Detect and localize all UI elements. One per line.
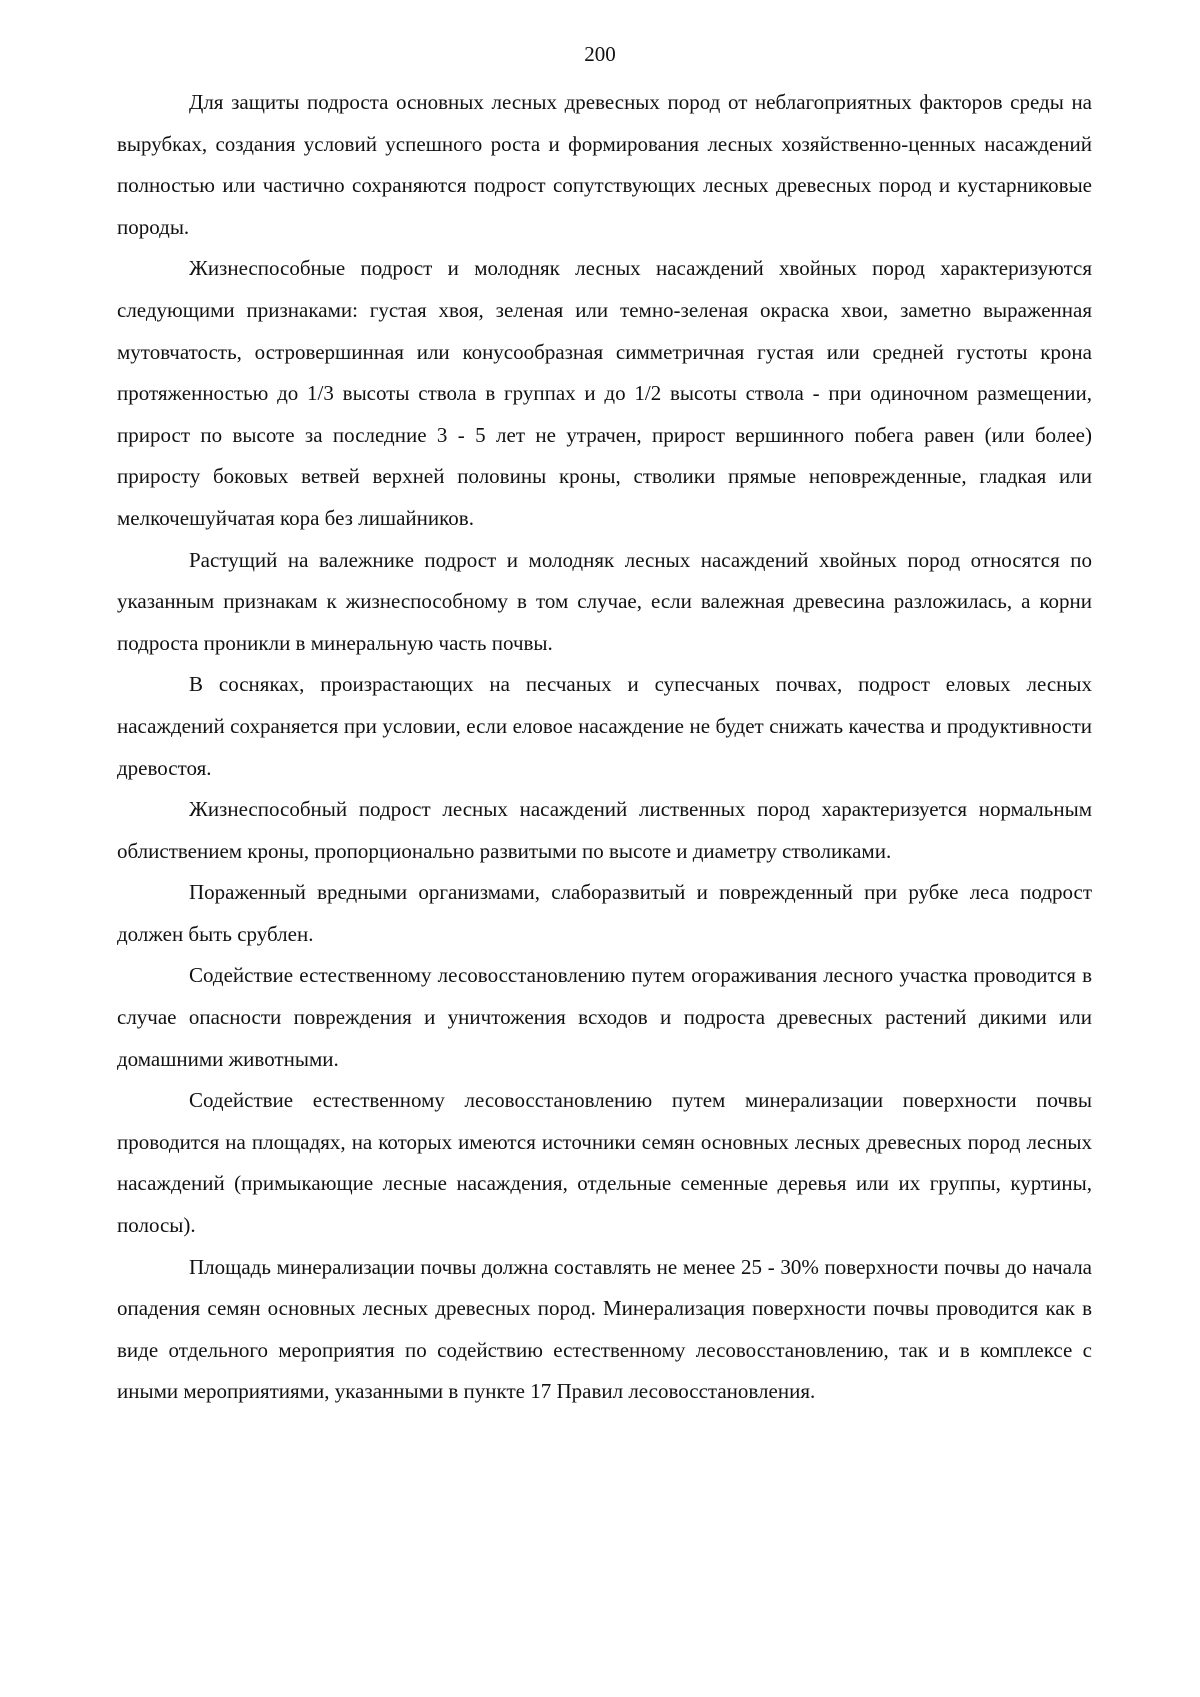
paragraph-soil-mineralization: Содействие естественному лесовосстановлению путем минерализации поверхности почвы проводится на площадях, на которых имеются источники семян основных лесных древесных пород лесных насаждений (примыкающие лесные насаждения, отдельные семенные деревья или их группы, куртины, полосы). bbox=[117, 1088, 1092, 1238]
document-body bbox=[117, 82, 1092, 1413]
paragraph-deadwood-growth: Растущий на валежнике подрост и молодняк лесных насаждений хвойных пород относятся по указанным признакам к жизнеспособному в том случае, если валежная древесина разложилась, а корни подроста проникли в минеральную часть почвы. bbox=[117, 547, 1092, 655]
paragraph-undergrowth-protection: Для защиты подроста основных лесных древесных пород от неблагоприятных факторов среды на вырубках, создания условий успешного роста и формирования лесных хозяйственно-ценных насаждений полностью или частично сохраняются подрост сопутствующих лесных древесных пород и кустарниковые породы. bbox=[117, 90, 1092, 239]
paragraph-fencing: Содействие естественному лесовосстановлению путем огораживания лесного участка проводится в случае опасности повреждения и уничтожения всходов и подроста древесных растений дикими или домашними животными. bbox=[117, 963, 1092, 1071]
paragraph-damaged-undergrowth: Пораженный вредными организмами, слаборазвитый и поврежденный при рубке леса подрост должен быть срублен. bbox=[117, 880, 1092, 946]
page-number: 200 bbox=[584, 42, 616, 66]
paragraph-viable-deciduous: Жизнеспособный подрост лесных насаждений лиственных пород характеризуется нормальным облиствением кроны, пропорционально развитыми по высоте и диаметру стволиками. bbox=[117, 797, 1092, 863]
paragraph-pine-stands: В сосняках, произрастающих на песчаных и супесчаных почвах, подрост еловых лесных насаждений сохраняется при условии, если еловое насаждение не будет снижать качества и продуктивности древостоя. bbox=[117, 672, 1092, 780]
paragraph-mineralization-area: Площадь минерализации почвы должна составлять не менее 25 - 30% поверхности почвы до начала опадения семян основных лесных древесных пород. Минерализация поверхности почвы проводится как в виде отдельного мероприятия по содействию естественному лесовосстановлению, так и в комплексе с иными мероприятиями, указанными в пункте 17 Правил лесовосстановления. bbox=[117, 1254, 1092, 1404]
paragraph-viable-conifer-signs: Жизнеспособные подрост и молодняк лесных насаждений хвойных пород характеризуются следующими признаками: густая хвоя, зеленая или темно-зеленая окраска хвои, заметно выраженная мутовчатость, островершинная или конусообразная симметричная густая или средней густоты крона протяженностью до 1/3 высоты ствола в группах и до 1/2 высоты ствола - при одиночном размещении, прирост по высоте за последние 3 - 5 лет не утрачен, прирост вершинного побега равен (или более) приросту боковых ветвей верхней половины кроны, стволики прямые неповрежденные, гладкая или мелкочешуйчатая кора без лишайников. bbox=[117, 256, 1092, 530]
